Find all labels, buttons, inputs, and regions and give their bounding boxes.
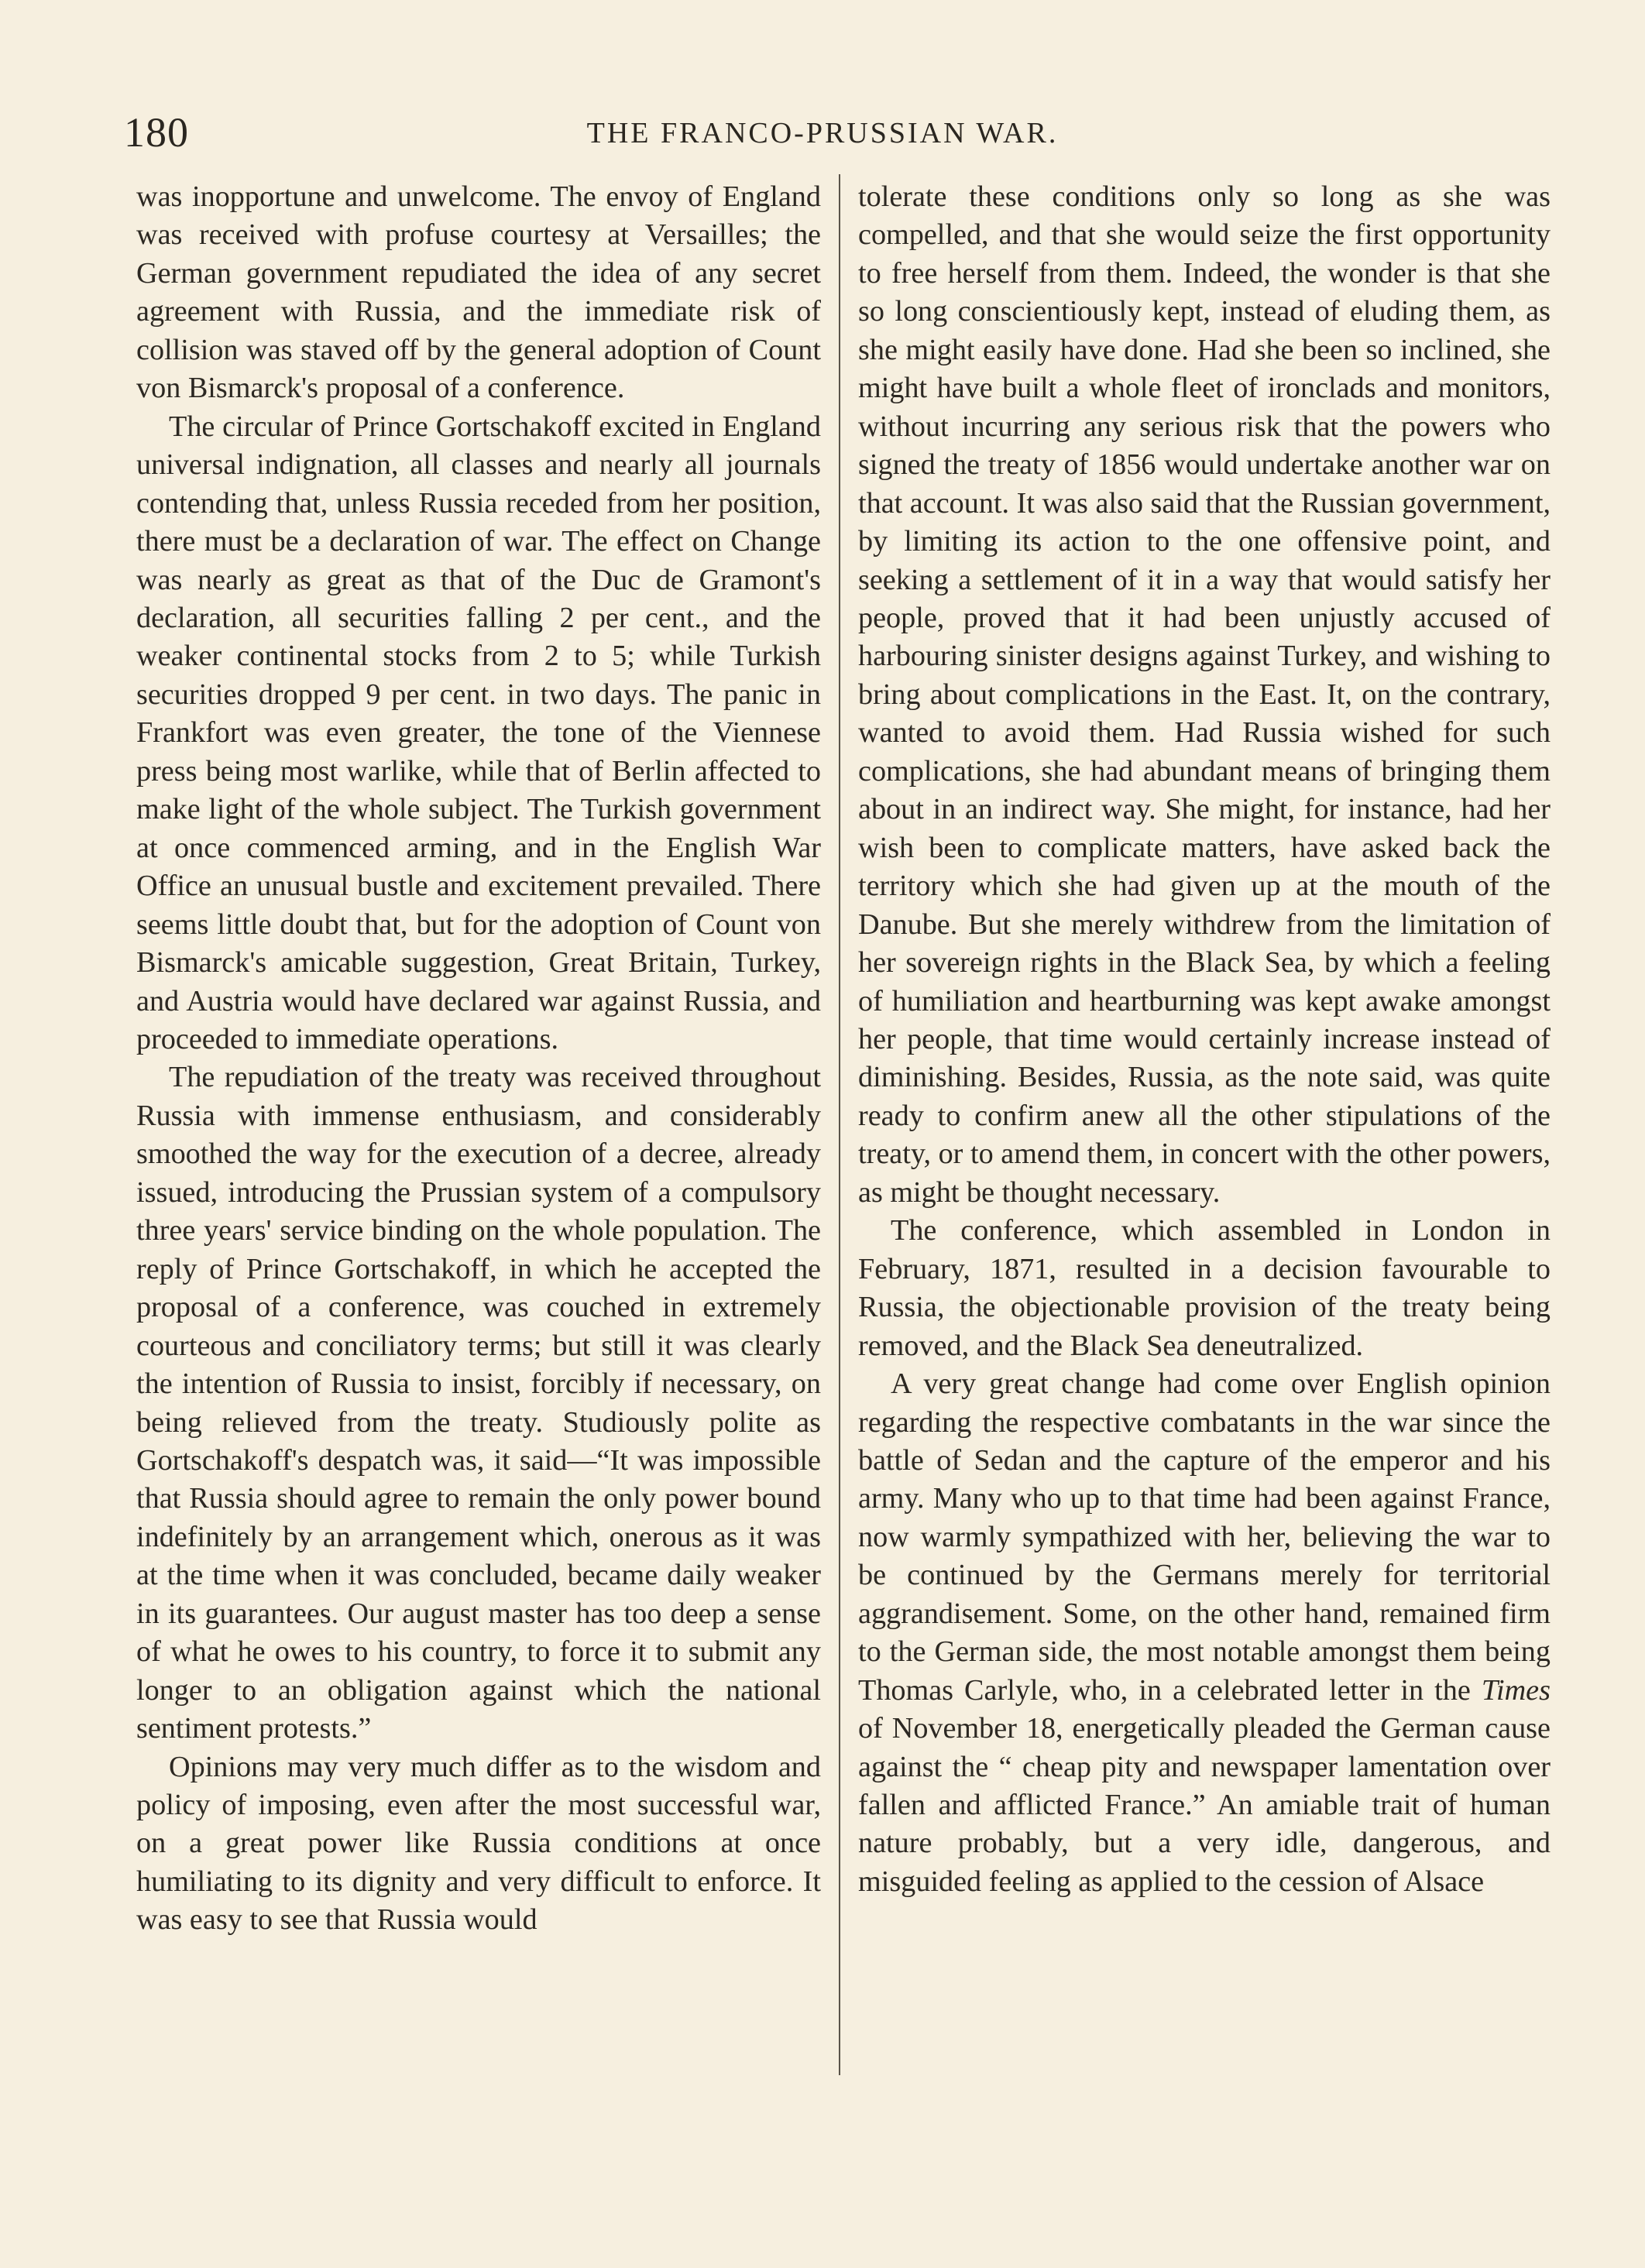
right-column — [858, 178, 1551, 1901]
page-number: 180 — [124, 109, 189, 156]
left-column — [136, 178, 821, 1940]
column-divider — [839, 174, 840, 2075]
paragraph — [858, 1365, 1551, 1901]
paragraph: tolerate these conditions only so long as she was compelled, and that she would seize the first opportunity to free herself from them. Indeed, the wonder is that she so long conscientiously kept, instead of eluding them, as she might easily have done. Had she been so inclined, she might have built a whole fleet of ironclads and monitors, without incurring any serious risk that the powers who signed the treaty of 1856 would undertake another war on that account. It was also said that the Russian government, by limiting its action to the one offensive point, and seeking a settlement of it in a way that would satisfy her people, proved that it had been unjustly accused of harbouring sinister designs against Turkey, and wishing to bring about complications in the East. It, on the contrary, wanted to avoid them. Had Russia wished for such complications, she had abundant means of bringing them about in an indirect way. She might, for instance, had her wish been to complicate matters, have asked back the territory which she had given up at the mouth of the Danube. But she merely withdrew from the limitation of her sovereign rights in the Black Sea, by which a feeling of humiliation and heartburning was kept awake amongst her people, that time would certainly increase instead of diminishing. Besides, Russia, as the note said, was quite ready to confirm anew all the other stipulations of the treaty, or to amend them, in concert with the other powers, as might be thought necessary. — [858, 180, 1551, 1209]
paragraph-text: of November 18, energetically pleaded the German cause against the “ cheap pity and newspaper lamentation over fallen and afflicted France.” An amiable trait of human nature probably, but a very idle, dangerous, and misguided feeling as applied to the cession of Alsace — [858, 1712, 1551, 1898]
running-title: THE FRANCO-PRUSSIAN WAR. — [586, 117, 1059, 149]
paragraph: The conference, which assembled in London in February, 1871, resulted in a decision favourable to Russia, the objectionable provision of the treaty being removed, and the Black Sea deneutralized. — [858, 1214, 1551, 1362]
paragraph: was inopportune and unwelcome. The envoy of England was received with profuse courtesy at Versailles; the German government repudiated the idea of any secret agreement with Russia, and the immediate risk of collision was staved off by the general adoption of Count von Bismarck's proposal of a conference. — [136, 180, 821, 405]
paragraph-text: A very great change had come over English opinion regarding the respective combatants in the war since the battle of Sedan and the capture of the emperor and his army. Many who up to that time had been against France, now warmly sympathized with her, believing the war to be continued by the Germans merely for territorial aggrandisement. Some, on the other hand, remained firm to the German side, the most notable amongst them being Thomas Carlyle, who, in a celebrated letter in the — [858, 1367, 1551, 1707]
paragraph: The repudiation of the treaty was received throughout Russia with immense enthusiasm, and considerably smoothed the way for the execution of a decree, already issued, introducing the Prussian system of a compulsory three years' service binding on the whole population. The reply of Prince Gortschakoff, in which he accepted the proposal of a conference, was couched in extremely courteous and conciliatory terms; but still it was clearly the intention of Russia to insist, forcibly if necessary, on being relieved from the treaty. Studiously polite as Gortschakoff's despatch was, it said—“It was impossible that Russia should agree to remain the only power bound indefinitely by an arrangement which, onerous as it was at the time when it was concluded, became daily weaker in its guarantees. Our august master has too deep a sense of what he owes to his country, to force it to submit any longer to an obligation against which the national sentiment protests.” — [136, 1061, 821, 1745]
italic-title: Times — [1481, 1673, 1551, 1707]
paragraph: The circular of Prince Gortschakoff excited in England universal indignation, all classes and nearly all journals contending that, unless Russia receded from her position, there must be a declaration of war. The effect on Change was nearly as great as that of the Duc de Gramont's declaration, all securities falling 2 per cent., and the weaker continental stocks from 2 to 5; while Turkish securities dropped 9 per cent. in two days. The panic in Frankfort was even greater, the tone of the Viennese press being most warlike, while that of Berlin affected to make light of the whole subject. The Turkish government at once commenced arming, and in the English War Office an unusual bustle and excitement prevailed. There seems little doubt that, but for the adoption of Count von Bismarck's amicable suggestion, Great Britain, Turkey, and Austria would have declared war against Russia, and proceeded to immediate operations. — [136, 410, 821, 1055]
paragraph: Opinions may very much differ as to the wisdom and policy of imposing, even after the most successful war, on a great power like Russia conditions at once humiliating to its dignity and very difficult to enforce. It was easy to see that Russia would — [136, 1750, 821, 1937]
